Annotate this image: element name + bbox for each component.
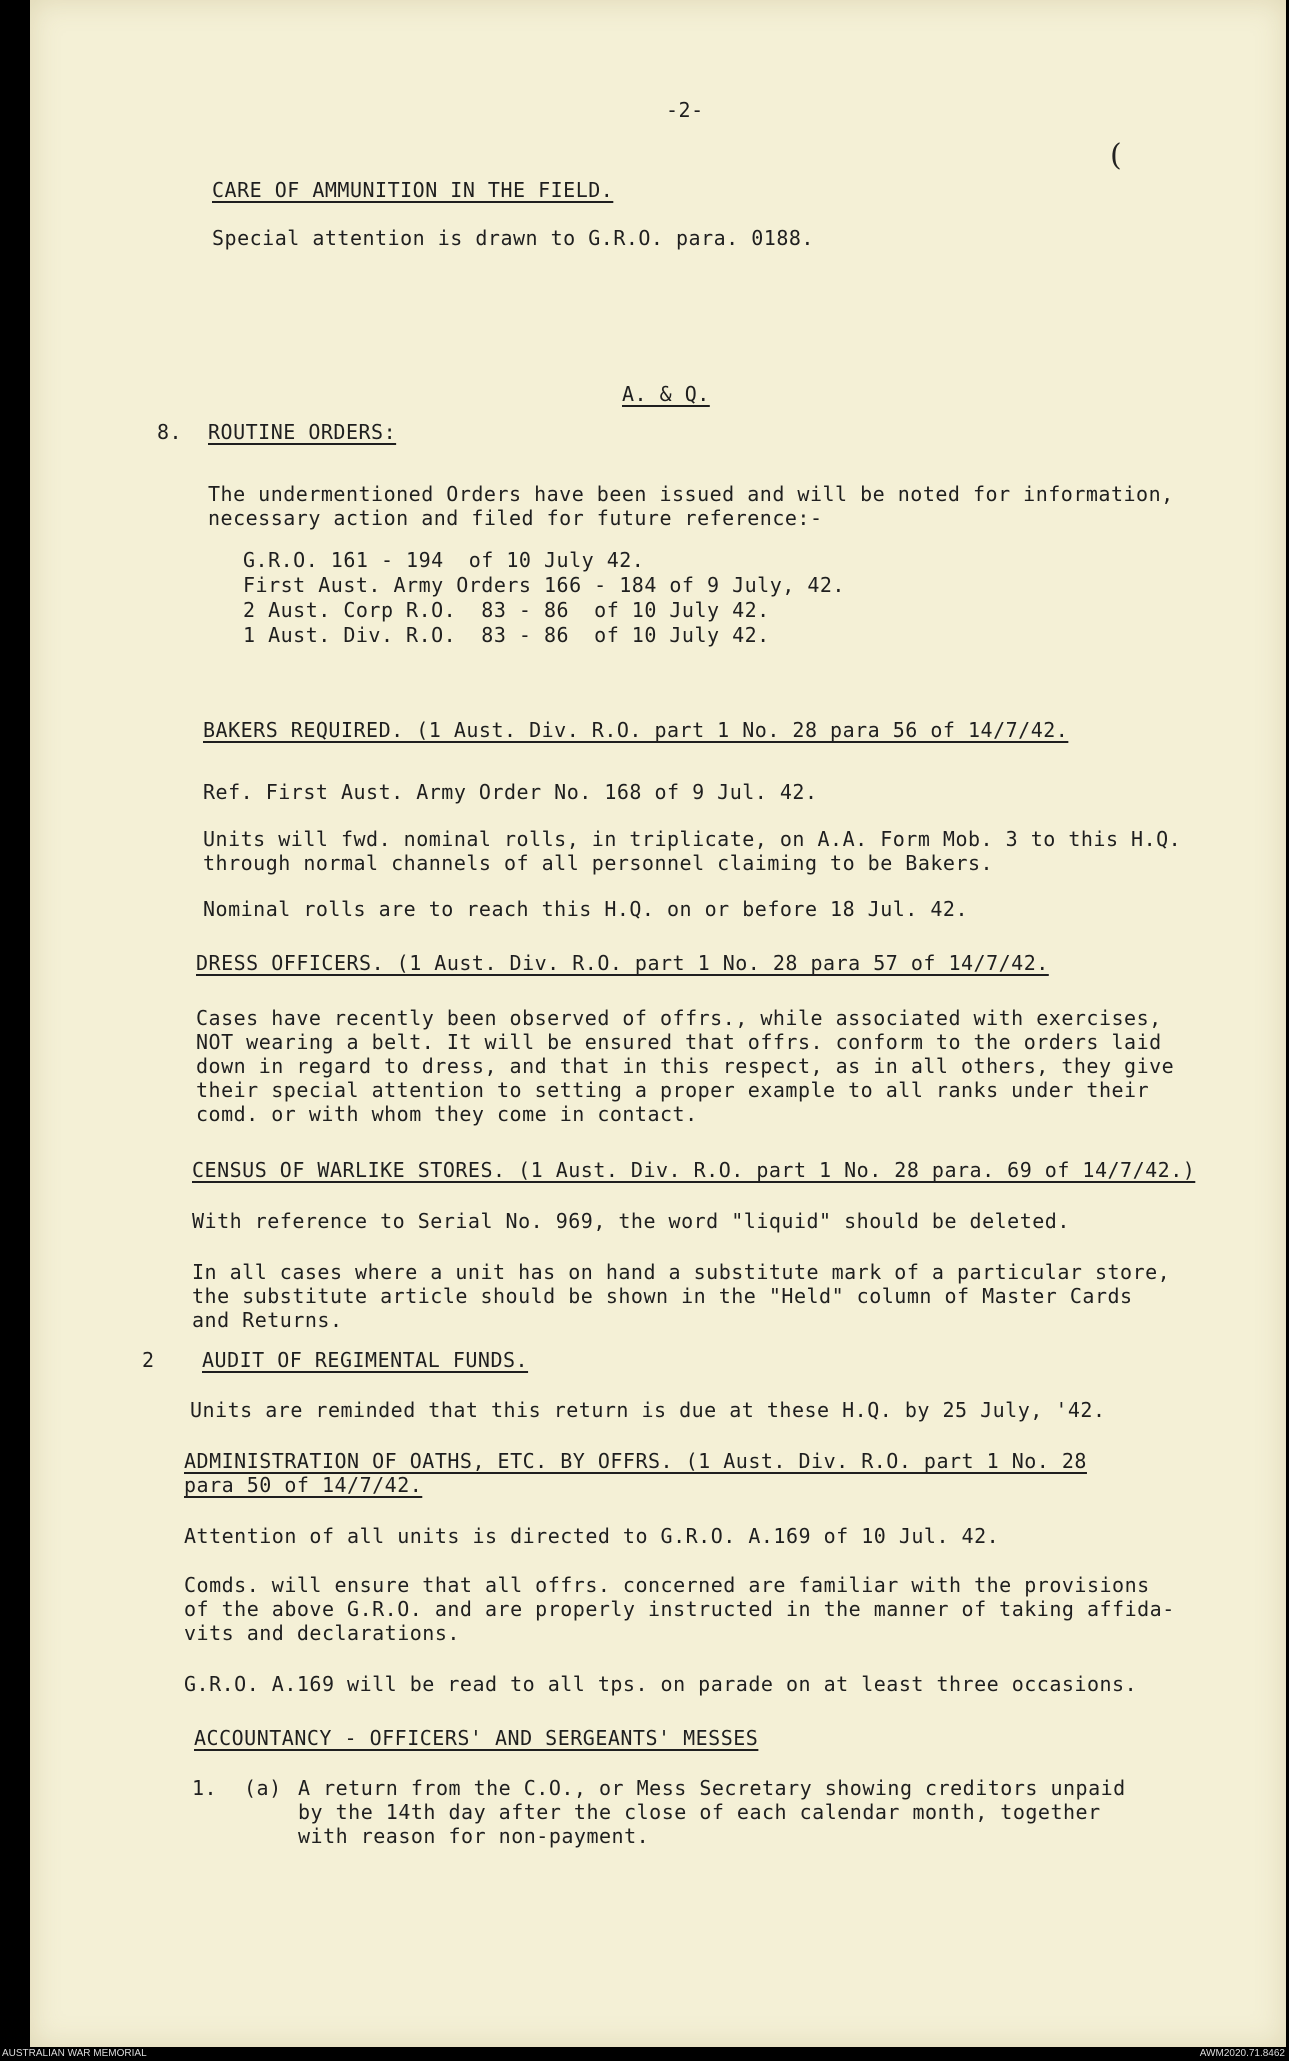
heading-care-of-ammunition: CARE OF AMMUNITION IN THE FIELD. — [212, 178, 614, 202]
footer-institution: AUSTRALIAN WAR MEMORIAL — [2, 2048, 147, 2059]
paragraph-dress-2: NOT wearing a belt. It will be ensured that offrs. conform to the orders laid — [196, 1030, 1162, 1054]
paragraph-dress-5: comd. or with whom they come in contact. — [196, 1102, 698, 1126]
heading-dress-officers: DRESS OFFICERS. (1 Aust. Div. R.O. part 1 No. 28 para 57 of 14/7/42. — [196, 951, 1049, 975]
paragraph-care: Special attention is drawn to G.R.O. para. 0188. — [212, 226, 814, 250]
paragraph-census-2: In all cases where a unit has on hand a substitute mark of a particular store, — [192, 1260, 1171, 1284]
paragraph-bakers-2: Units will fwd. nominal rolls, in triplicate, on A.A. Form Mob. 3 to this H.Q. — [203, 827, 1182, 851]
paragraph-oaths-2: Comds. will ensure that all offrs. concerned are familiar with the provisions — [184, 1573, 1150, 1597]
heading-bakers-required: BAKERS REQUIRED. (1 Aust. Div. R.O. part 1 No. 28 para 56 of 14/7/42. — [203, 718, 1069, 742]
footer-accession-number: AWM2020.71.8462 — [1199, 2048, 1285, 2059]
paragraph-census-1: With reference to Serial No. 969, the word "liquid" should be deleted. — [192, 1209, 1070, 1233]
document-page — [30, 0, 1286, 2047]
section-heading-aq: A. & Q. — [622, 382, 710, 406]
archive-footer — [0, 2047, 1289, 2061]
list-item-number: 1. — [192, 1776, 218, 1800]
item-number-8: 8. — [157, 420, 183, 444]
order-line-2: First Aust. Army Orders 166 - 184 of 9 July, 42. — [243, 573, 845, 597]
paragraph-dress-4: their special attention to setting a proper example to all ranks under their — [196, 1078, 1150, 1102]
order-line-1: G.R.O. 161 - 194 of 10 July 42. — [243, 548, 645, 572]
list-item-sub: (a) — [244, 1776, 282, 1800]
heading-census-warlike-stores: CENSUS OF WARLIKE STORES. (1 Aust. Div. R.O. part 1 No. 28 para. 69 of 14/7/42.) — [192, 1158, 1196, 1182]
heading-administration-oaths-2: para 50 of 14/7/42. — [184, 1473, 423, 1497]
paragraph-routine-1: The undermentioned Orders have been issued and will be noted for information, — [208, 482, 1174, 506]
item-number-audit: 2 — [142, 1348, 155, 1372]
page-number: -2- — [666, 98, 704, 122]
order-line-4: 1 Aust. Div. R.O. 83 - 86 of 10 July 42. — [243, 623, 770, 647]
paragraph-dress-3: down in regard to dress, and that in this respect, as in all others, they give — [196, 1054, 1175, 1078]
corner-mark: ( — [1110, 138, 1122, 173]
list-item-line-3: with reason for non-payment. — [298, 1824, 650, 1848]
heading-routine-orders: ROUTINE ORDERS: — [208, 420, 397, 444]
paragraph-oaths-5: G.R.O. A.169 will be read to all tps. on parade on at least three occasions. — [184, 1672, 1138, 1696]
paragraph-bakers-4: Nominal rolls are to reach this H.Q. on or before 18 Jul. 42. — [203, 897, 969, 921]
order-line-3: 2 Aust. Corp R.O. 83 - 86 of 10 July 42. — [243, 598, 770, 622]
paragraph-census-3: the substitute article should be shown in the "Held" column of Master Cards — [192, 1284, 1133, 1308]
paragraph-routine-2: necessary action and filed for future reference:- — [208, 506, 823, 530]
paragraph-oaths-3: of the above G.R.O. and are properly instructed in the manner of taking affida- — [184, 1597, 1175, 1621]
heading-administration-oaths-1: ADMINISTRATION OF OATHS, ETC. BY OFFRS. (1 Aust. Div. R.O. part 1 No. 28 — [184, 1449, 1087, 1473]
list-item-line-2: by the 14th day after the close of each calendar month, together — [298, 1800, 1101, 1824]
paragraph-bakers-1: Ref. First Aust. Army Order No. 168 of 9 Jul. 42. — [203, 780, 818, 804]
heading-audit-regimental-funds: AUDIT OF REGIMENTAL FUNDS. — [202, 1348, 529, 1372]
paragraph-oaths-1: Attention of all units is directed to G.R.O. A.169 of 10 Jul. 42. — [184, 1524, 1000, 1548]
paragraph-audit: Units are reminded that this return is due at these H.Q. by 25 July, '42. — [190, 1398, 1106, 1422]
paragraph-oaths-4: vits and declarations. — [184, 1621, 460, 1645]
list-item-line-1: A return from the C.O., or Mess Secretary showing creditors unpaid — [298, 1776, 1126, 1800]
paragraph-dress-1: Cases have recently been observed of offrs., while associated with exercises, — [196, 1006, 1162, 1030]
heading-accountancy-messes: ACCOUNTANCY - OFFICERS' AND SERGEANTS' MESSES — [194, 1726, 759, 1750]
paragraph-census-4: and Returns. — [192, 1308, 343, 1332]
paragraph-bakers-3: through normal channels of all personnel claiming to be Bakers. — [203, 851, 994, 875]
